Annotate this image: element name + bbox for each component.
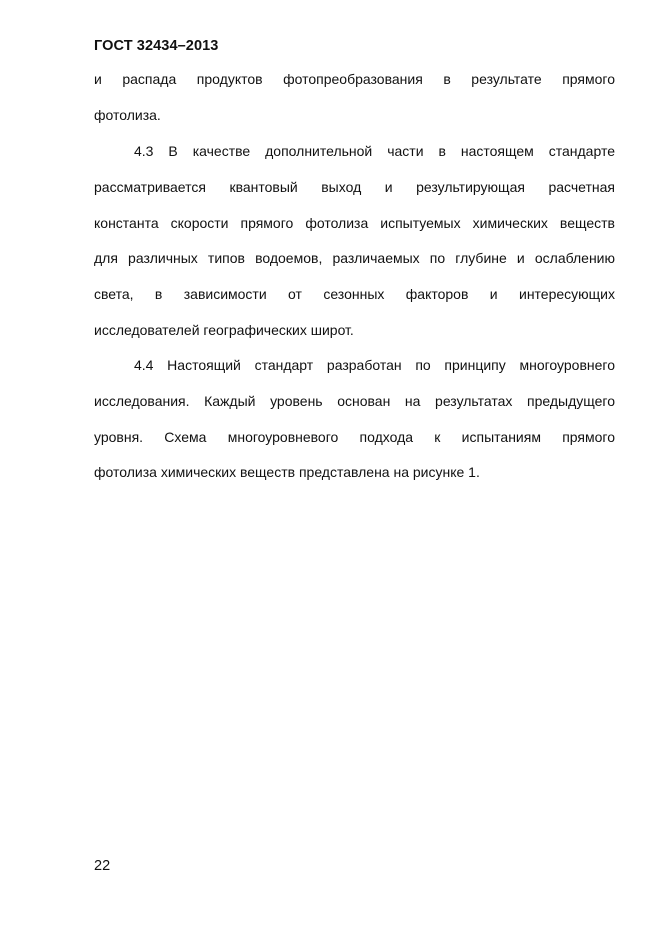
- text-line: исследования. Каждый уровень основан на результатах предыдущего: [94, 392, 615, 409]
- text-line: уровня. Схема многоуровневого подхода к испытаниям прямого: [94, 428, 615, 445]
- text-line: константа скорости прямого фотолиза испытуемых химических веществ: [94, 214, 615, 231]
- text-line: исследователей географических широт.: [94, 321, 354, 338]
- text-line: света, в зависимости от сезонных факторов и интересующих: [94, 286, 615, 303]
- text-line: фотолиза химических веществ представлена на рисунке 1.: [94, 464, 480, 481]
- text-line: фотолиза.: [94, 106, 161, 123]
- paragraph-4-3: [94, 134, 615, 349]
- paragraph-4-4: [94, 348, 615, 491]
- text-line: и распада продуктов фотопреобразования в результате прямого: [94, 71, 615, 87]
- text-line: 4.3 В качестве дополнительной части в настоящем стандарте: [134, 143, 615, 159]
- paragraph-continuation: [94, 62, 615, 134]
- text-line: рассматривается квантовый выход и результирующая расчетная: [94, 178, 615, 195]
- text-line: для различных типов водоемов, различаемых по глубине и ослаблению: [94, 250, 615, 267]
- document-header: ГОСТ 32434–2013: [94, 38, 219, 54]
- page-number: 22: [94, 858, 111, 874]
- text-line: 4.4 Настоящий стандарт разработан по принципу многоуровнего: [134, 357, 615, 373]
